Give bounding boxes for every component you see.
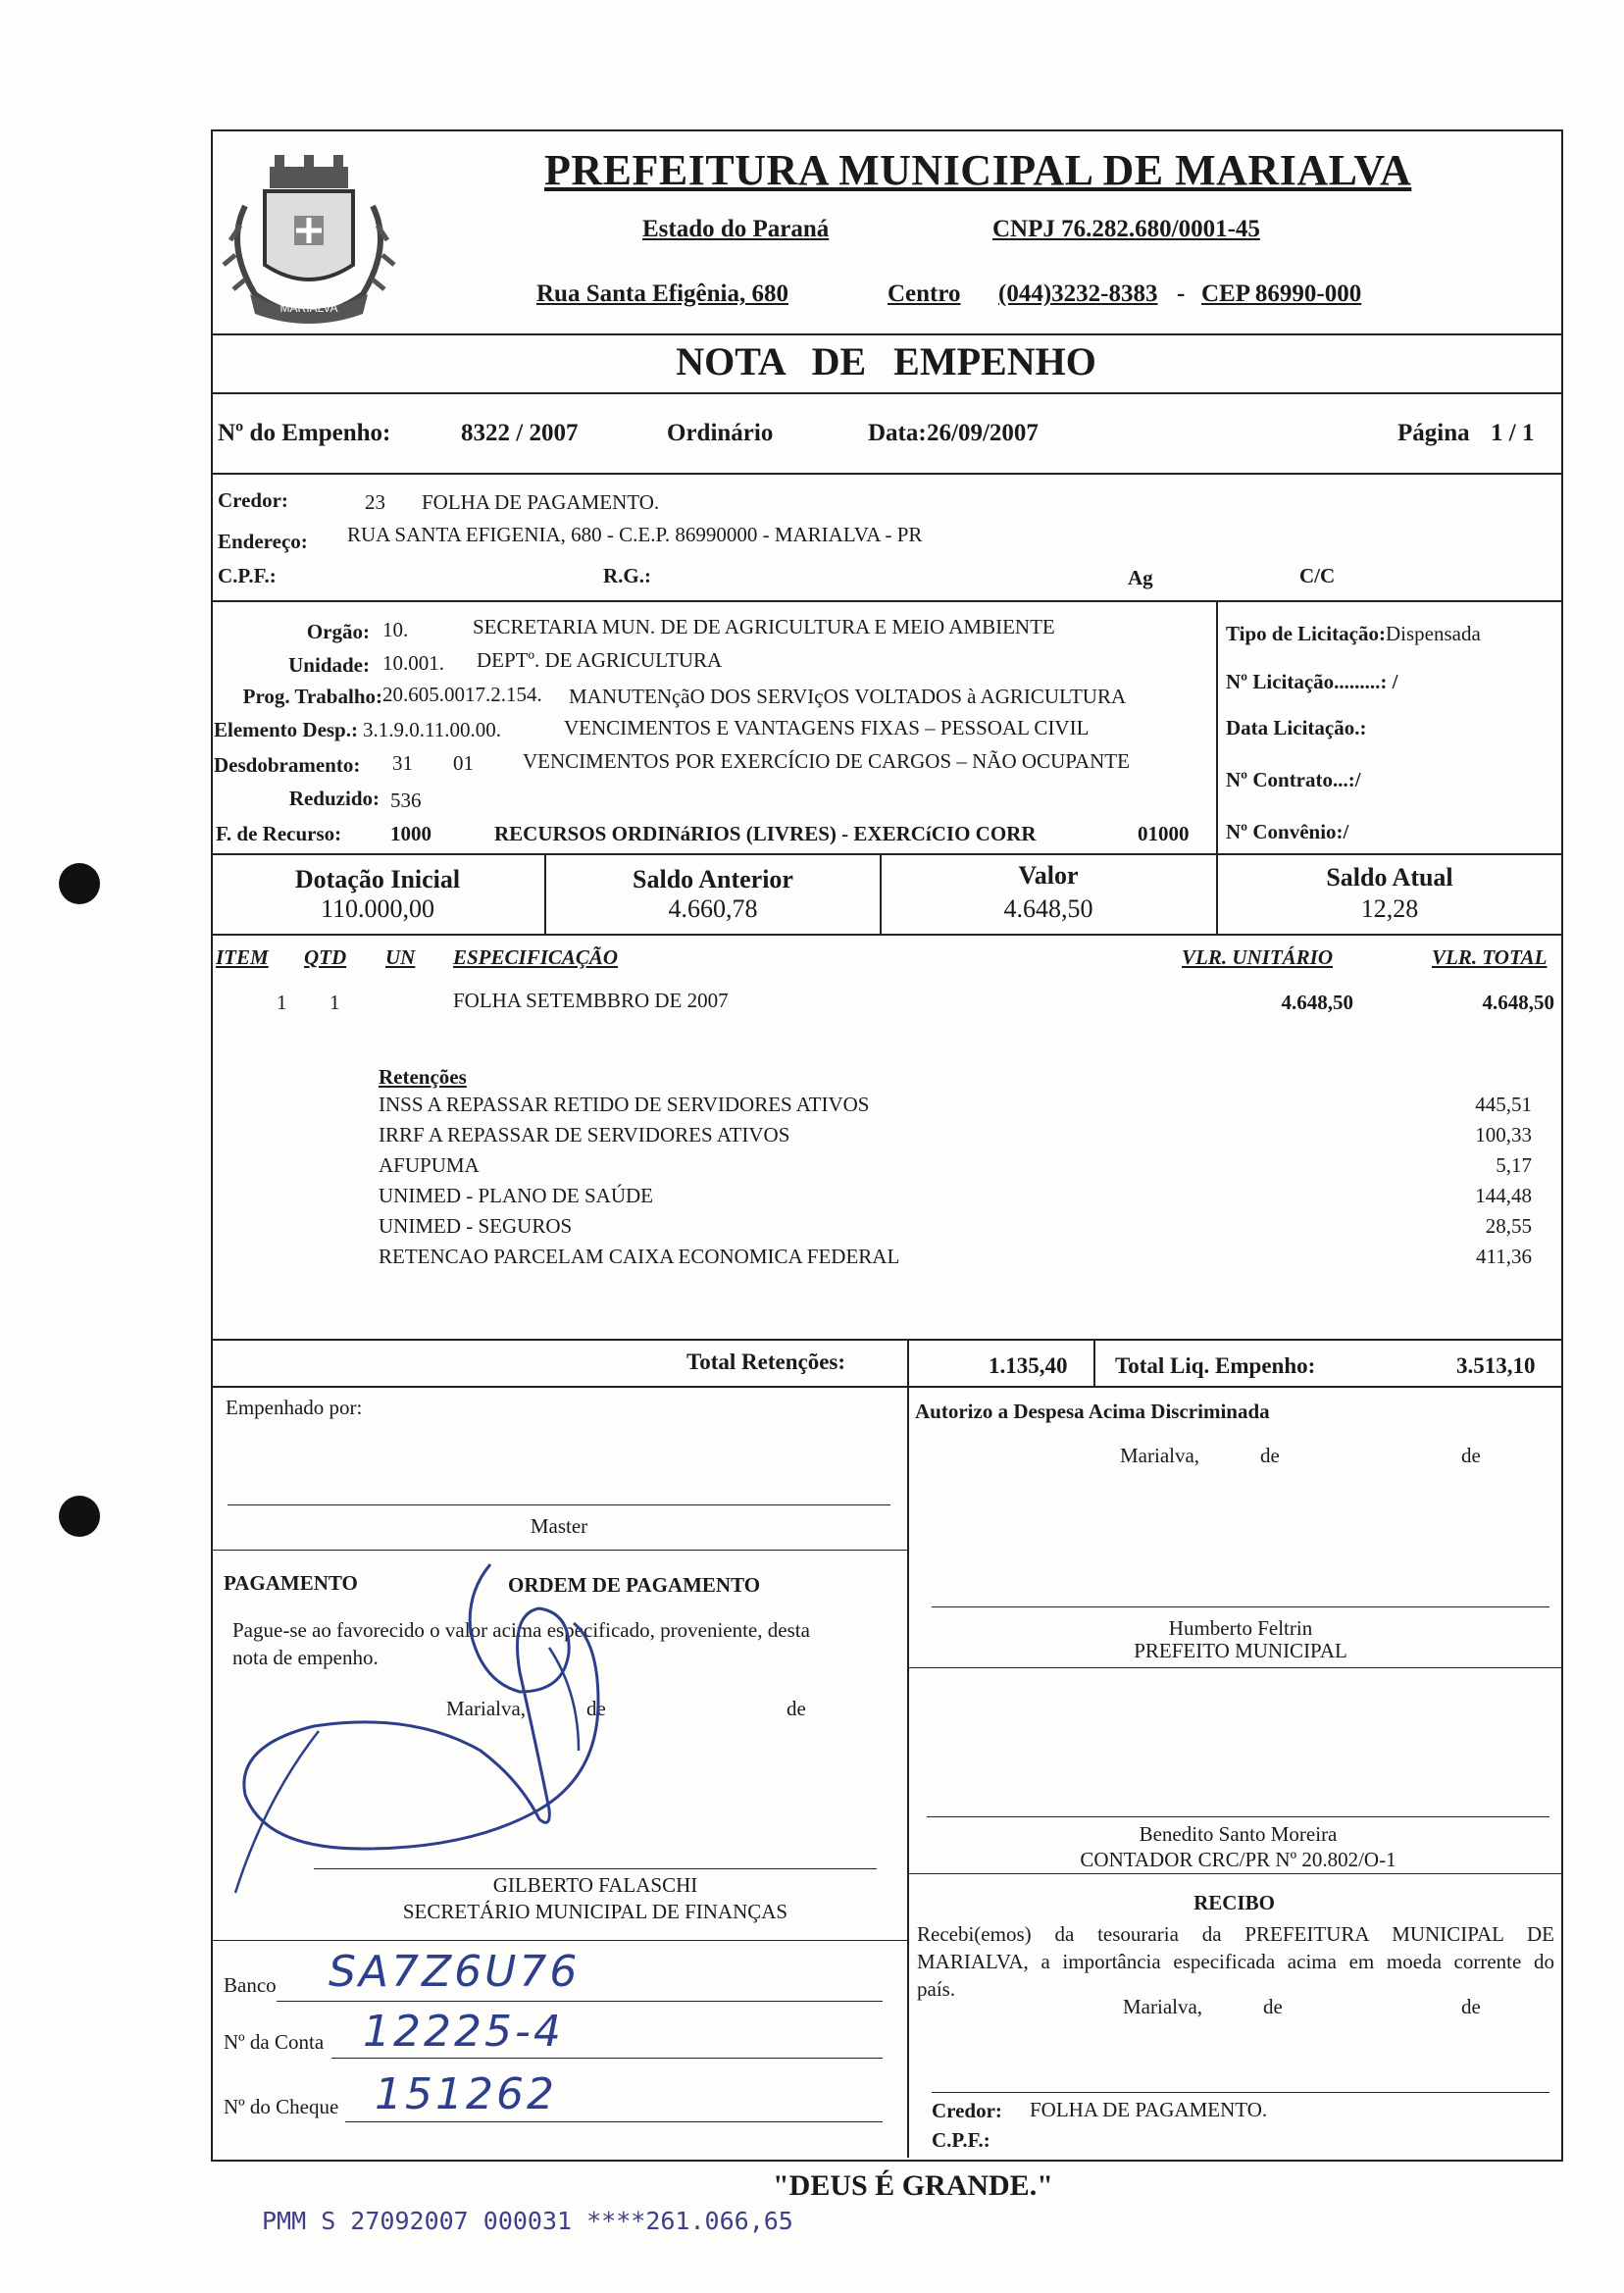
bank-stamp: PMM S 27092007 000031 ****261.066,65 bbox=[262, 2207, 793, 2235]
saldo-anterior-label: Saldo Anterior bbox=[633, 865, 793, 893]
endereco-label: Endereço: bbox=[218, 530, 308, 553]
cpf-label: C.P.F.: bbox=[218, 564, 277, 587]
saldo-anterior-value: 4.660,78 bbox=[668, 894, 758, 923]
divider bbox=[211, 600, 1561, 602]
retencao-value: 28,55 bbox=[1485, 1214, 1532, 1238]
credor-label: Credor: bbox=[218, 488, 288, 512]
unidade-code: 10.001. bbox=[382, 651, 444, 675]
prefeito-role: PREFEITO MUNICIPAL bbox=[1134, 1639, 1347, 1662]
total-liquido-label: Total Liq. Empenho: bbox=[1115, 1353, 1316, 1378]
divider bbox=[211, 392, 1561, 394]
empenhado-label: Empenhado por: bbox=[226, 1396, 363, 1419]
municipal-crest bbox=[216, 147, 402, 333]
item-especificacao: FOLHA SETEMBBRO DE 2007 bbox=[453, 989, 729, 1012]
col-item: ITEM bbox=[216, 945, 269, 969]
retencao-value: 411,36 bbox=[1476, 1245, 1532, 1268]
recurso-label: F. de Recurso: bbox=[216, 822, 342, 845]
recurso-code: 1000 bbox=[390, 822, 431, 845]
field-line bbox=[345, 2121, 883, 2122]
retencao-desc: AFUPUMA bbox=[379, 1153, 480, 1177]
autorizo-de-2: de bbox=[1461, 1444, 1481, 1467]
retencao-value: 100,33 bbox=[1475, 1123, 1532, 1146]
item-qtd: 1 bbox=[330, 991, 340, 1014]
contrato-number: Nº Contrato...:/ bbox=[1226, 768, 1361, 791]
item-vlr-unitario: 4.648,50 bbox=[1281, 991, 1353, 1014]
punch-hole bbox=[59, 863, 100, 904]
conta-label: Nº da Conta bbox=[224, 2030, 325, 2054]
signature-image bbox=[226, 1554, 902, 1927]
header-cnpj: CNPJ 76.282.680/0001-45 bbox=[992, 216, 1260, 242]
recibo-de-1: de bbox=[1263, 1995, 1283, 2018]
item-vlr-total: 4.648,50 bbox=[1482, 991, 1554, 1014]
secretario-role: SECRETÁRIO MUNICIPAL DE FINANÇAS bbox=[402, 1900, 788, 1923]
retencao-desc: IRRF A REPASSAR DE SERVIDORES ATIVOS bbox=[379, 1123, 790, 1146]
recibo-text-3: país. bbox=[917, 1977, 956, 2001]
convenio-number: Nº Convênio:/ bbox=[1226, 820, 1349, 843]
header-address: Rua Santa Efigênia, 680 bbox=[536, 280, 788, 307]
divider bbox=[211, 333, 1561, 335]
orgao-label: Orgão: bbox=[306, 620, 370, 643]
signature-line bbox=[932, 2092, 1549, 2093]
retencao-desc: RETENCAO PARCELAM CAIXA ECONOMICA FEDERAL bbox=[379, 1245, 900, 1268]
elemento-value: VENCIMENTOS E VANTAGENS FIXAS – PESSOAL CIVIL bbox=[564, 716, 1090, 739]
pagamento-text-2: nota de empenho. bbox=[232, 1646, 379, 1669]
recibo-text-1: Recebi(emos) da tesouraria da PREFEITURA MUNICIPAL DE bbox=[917, 1922, 1554, 1946]
dotacao-label: Dotação Inicial bbox=[294, 865, 461, 893]
divider bbox=[907, 1339, 909, 1388]
page-title: PREFEITURA MUNICIPAL DE MARIALVA bbox=[544, 146, 1412, 194]
col-vlr-unitario: VLR. UNITÁRIO bbox=[1182, 945, 1334, 969]
recibo-de-2: de bbox=[1461, 1995, 1481, 2018]
retencoes-title: Retenções bbox=[379, 1065, 467, 1089]
empenho-date: 26/09/2007 bbox=[927, 420, 1039, 446]
contador-role: CONTADOR CRC/PR Nº 20.802/O-1 bbox=[1080, 1848, 1396, 1871]
cc-label: C/C bbox=[1299, 564, 1336, 587]
banco-value: SA7Z6U76 bbox=[329, 1947, 581, 1997]
recibo-credor-label: Credor: bbox=[932, 2099, 1002, 2122]
recibo-cpf-label: C.P.F.: bbox=[932, 2128, 990, 2152]
conta-value: 12225-4 bbox=[363, 2007, 564, 2057]
col-un: UN bbox=[385, 945, 416, 969]
recibo-city: Marialva, bbox=[1123, 1995, 1203, 2018]
retencao-desc: UNIMED - PLANO DE SAÚDE bbox=[379, 1184, 653, 1207]
valor-value: 4.648,50 bbox=[1003, 894, 1093, 923]
divider bbox=[211, 934, 1561, 936]
reduzido-value: 536 bbox=[390, 789, 422, 812]
col-especificacao: ESPECIFICAÇÃO bbox=[453, 945, 619, 969]
contador-name: Benedito Santo Moreira bbox=[1139, 1822, 1338, 1846]
orgao-code: 10. bbox=[382, 618, 409, 641]
desdobramento-label: Desdobramento: bbox=[214, 753, 361, 777]
divider bbox=[907, 1386, 909, 2158]
banco-label: Banco bbox=[224, 1973, 277, 1997]
recibo-text-2: MARIALVA, a importância especificada acima em moeda corrente do bbox=[917, 1950, 1554, 1973]
ordem-pagamento-title: ORDEM DE PAGAMENTO bbox=[508, 1573, 761, 1597]
licitacao-date: Data Licitação.: bbox=[1226, 716, 1367, 739]
endereco-value: RUA SANTA EFIGENIA, 680 - C.E.P. 86990000 - MARIALVA - PR bbox=[347, 523, 923, 546]
header-cep: CEP 86990-000 bbox=[1201, 280, 1362, 307]
header-phone: (044)3232-8383 bbox=[998, 280, 1158, 307]
autorizo-title: Autorizo a Despesa Acima Discriminada bbox=[915, 1400, 1270, 1423]
dotacao-value: 110.000,00 bbox=[320, 894, 435, 923]
pagamento-de-2: de bbox=[787, 1697, 806, 1720]
empenhado-name: Master bbox=[530, 1514, 588, 1538]
divider bbox=[907, 1873, 1561, 1874]
pagamento-de-1: de bbox=[586, 1697, 606, 1720]
valor-label: Valor bbox=[1018, 861, 1079, 890]
prog-code: 20.605.0017.2.154. bbox=[382, 683, 542, 706]
prefeito-name: Humberto Feltrin bbox=[1168, 1616, 1313, 1640]
unidade-label: Unidade: bbox=[288, 653, 370, 677]
document-title: NOTA DE EMPENHO bbox=[676, 339, 1096, 383]
retencao-value: 5,17 bbox=[1496, 1153, 1532, 1177]
footer-motto: "DEUS É GRANDE." bbox=[773, 2169, 1053, 2202]
header-neighborhood: Centro bbox=[888, 280, 961, 307]
col-vlr-total: VLR. TOTAL bbox=[1432, 945, 1548, 969]
total-retencoes-label: Total Retenções: bbox=[686, 1350, 846, 1374]
prog-label: Prog. Trabalho: bbox=[242, 685, 382, 708]
empenho-date-label: Data: bbox=[868, 420, 927, 446]
header-state: Estado do Paraná bbox=[642, 216, 830, 242]
signature-line bbox=[932, 1606, 1549, 1607]
cheque-value: 151262 bbox=[375, 2069, 557, 2119]
page-number: 1 / 1 bbox=[1491, 420, 1535, 446]
tipo-licitacao-value: Dispensada bbox=[1385, 622, 1481, 645]
field-line bbox=[331, 2058, 883, 2059]
recurso-value: RECURSOS ORDINáRIOS (LIVRES) - EXERCíCIO CORR bbox=[494, 822, 1037, 845]
licitacao-number: Nº Licitação.........: / bbox=[1226, 670, 1398, 693]
signature-line bbox=[228, 1504, 890, 1505]
ag-label: Ag bbox=[1128, 566, 1153, 589]
divider bbox=[907, 1667, 1561, 1668]
retencao-value: 144,48 bbox=[1475, 1184, 1532, 1207]
col-qtd: QTD bbox=[304, 945, 347, 969]
credor-name: FOLHA DE PAGAMENTO. bbox=[422, 490, 660, 514]
autorizo-de-1: de bbox=[1260, 1444, 1280, 1467]
retencao-desc: UNIMED - SEGUROS bbox=[379, 1214, 573, 1238]
divider bbox=[211, 1339, 1561, 1341]
rg-label: R.G.: bbox=[603, 564, 651, 587]
tipo-licitacao-label: Tipo de Licitação: bbox=[1226, 622, 1386, 645]
saldo-atual-value: 12,28 bbox=[1360, 894, 1419, 923]
autorizo-city: Marialva, bbox=[1120, 1444, 1200, 1467]
recibo-credor-value: FOLHA DE PAGAMENTO. bbox=[1030, 2098, 1268, 2121]
svg-text:MARIALVA: MARIALVA bbox=[279, 301, 338, 315]
empenho-number: 8322 / 2007 bbox=[461, 420, 579, 446]
empenho-label: Nº do Empenho: bbox=[218, 420, 391, 446]
elemento-label: Elemento Desp.: bbox=[214, 718, 358, 741]
pagamento-city: Marialva, bbox=[446, 1697, 527, 1720]
elemento-code: 3.1.9.0.11.00.00. bbox=[363, 718, 501, 741]
saldo-atual-label: Saldo Atual bbox=[1326, 863, 1453, 892]
secretario-name: GILBERTO FALASCHI bbox=[492, 1873, 698, 1897]
total-liquido-value: 3.513,10 bbox=[1456, 1353, 1536, 1378]
prog-value: MANUTENçãO DOS SERVIçOS VOLTADOS à AGRICULTURA bbox=[569, 685, 1127, 708]
divider bbox=[1216, 600, 1218, 855]
pagamento-title: PAGAMENTO bbox=[224, 1571, 358, 1595]
empenho-type: Ordinário bbox=[667, 420, 774, 446]
item-number: 1 bbox=[277, 991, 287, 1014]
divider bbox=[1093, 1339, 1095, 1388]
header-separator: - bbox=[1177, 280, 1186, 307]
desdobramento-value: VENCIMENTOS POR EXERCÍCIO DE CARGOS – NÃO OCUPANTE bbox=[523, 749, 1130, 773]
orgao-value: SECRETARIA MUN. DE DE AGRICULTURA E MEIO AMBIENTE bbox=[473, 615, 1055, 638]
divider bbox=[211, 473, 1561, 475]
desdobramento-code: 31 bbox=[392, 751, 413, 775]
desdobramento-sub: 01 bbox=[453, 751, 474, 775]
credor-code: 23 bbox=[365, 490, 385, 514]
divider bbox=[211, 1550, 907, 1551]
unidade-value: DEPTº. DE AGRICULTURA bbox=[477, 648, 723, 672]
retencao-desc: INSS A REPASSAR RETIDO DE SERVIDORES ATIVOS bbox=[379, 1093, 870, 1116]
pagamento-text-1: Pague-se ao favorecido o valor acima especificado, proveniente, desta bbox=[232, 1618, 810, 1642]
punch-hole bbox=[59, 1496, 100, 1537]
divider bbox=[211, 1940, 907, 1941]
divider bbox=[211, 853, 1561, 855]
recurso-sub: 01000 bbox=[1138, 822, 1190, 845]
total-retencoes-value: 1.135,40 bbox=[989, 1353, 1068, 1378]
retencao-value: 445,51 bbox=[1475, 1093, 1532, 1116]
reduzido-label: Reduzido: bbox=[288, 787, 380, 810]
field-line bbox=[277, 2001, 883, 2002]
recibo-title: RECIBO bbox=[1193, 1891, 1275, 1914]
divider bbox=[211, 1386, 1561, 1388]
signature-line bbox=[927, 1816, 1549, 1817]
page-label: Página bbox=[1397, 420, 1470, 446]
cheque-label: Nº do Cheque bbox=[224, 2095, 339, 2118]
